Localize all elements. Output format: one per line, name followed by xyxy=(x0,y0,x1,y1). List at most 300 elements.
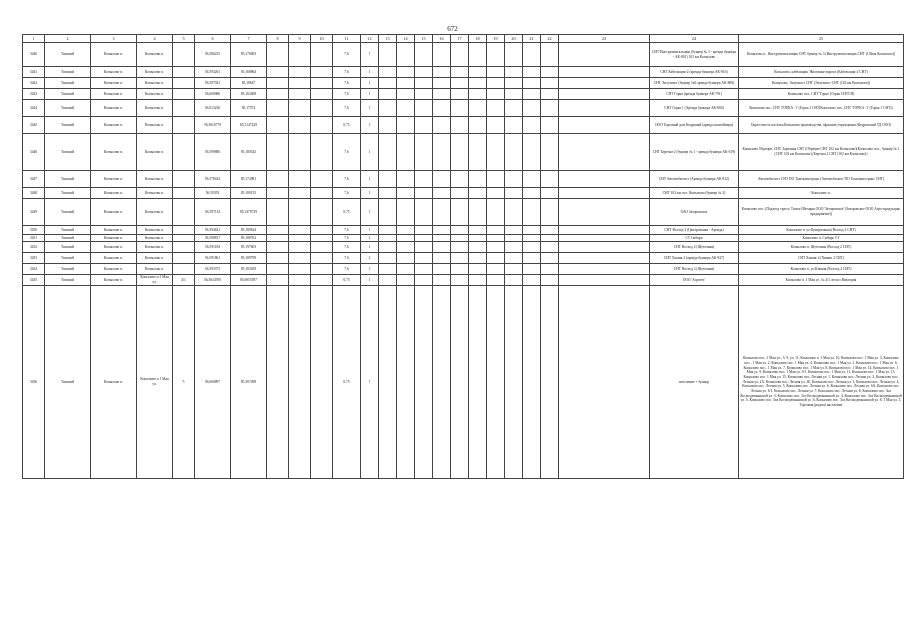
district-cell: Томский xyxy=(45,171,91,188)
empty-cell xyxy=(311,67,333,78)
locality-cell: Копылово п. xyxy=(137,134,173,171)
house-cell xyxy=(173,188,195,199)
longitude-cell: 85,180762 xyxy=(231,235,267,242)
empty-cell xyxy=(505,171,523,188)
district-cell: Томский xyxy=(45,43,91,67)
empty-cell xyxy=(415,78,433,89)
column-number-row xyxy=(23,35,904,43)
locality-cell: Копылово п. xyxy=(137,242,173,253)
table-row xyxy=(23,43,904,67)
empty-cell xyxy=(267,67,289,78)
empty-cell xyxy=(379,67,397,78)
table-row xyxy=(23,78,904,89)
empty-cell xyxy=(433,275,451,286)
empty-cell xyxy=(415,171,433,188)
empty-cell xyxy=(267,134,289,171)
locality-cell: Копылово п. xyxy=(137,89,173,100)
empty-cell xyxy=(469,226,487,235)
column-number-cell: 9 xyxy=(289,35,311,43)
empty-cell xyxy=(505,67,523,78)
empty-cell xyxy=(397,89,415,100)
column-number-cell: 23 xyxy=(559,35,650,43)
house-cell xyxy=(173,171,195,188)
empty-cell xyxy=(289,264,311,275)
latitude-cell: 56,598817 xyxy=(195,235,231,242)
locality-cell: Копылово п. xyxy=(137,78,173,89)
count-cell: 1 xyxy=(361,67,379,78)
empty-cell xyxy=(523,171,541,188)
district-cell: Томский xyxy=(45,188,91,199)
empty-cell xyxy=(311,286,333,479)
volume-cell: 7,6 xyxy=(333,89,361,100)
empty-cell xyxy=(415,264,433,275)
latitude-cell: 56,597134 xyxy=(195,199,231,226)
district-cell: Томский xyxy=(45,100,91,117)
empty-cell xyxy=(397,171,415,188)
table-row xyxy=(23,171,904,188)
empty-cell xyxy=(433,134,451,171)
empty-cell xyxy=(469,188,487,199)
longitude-cell: 85,163408 xyxy=(231,89,267,100)
latitude-cell: 56,591184 xyxy=(195,242,231,253)
empty-cell xyxy=(523,78,541,89)
house-cell: 5 xyxy=(173,286,195,479)
empty-cell xyxy=(469,117,487,134)
empty-cell xyxy=(487,235,505,242)
description-cell: Копылово п. Щеточная (Восход 2 СНТ) xyxy=(739,242,904,253)
volume-cell: 7,6 xyxy=(333,264,361,275)
empty-cell xyxy=(487,226,505,235)
source-cell: СНТ Автомобилист (Аренда бункера АК-812) xyxy=(650,171,739,188)
empty-cell xyxy=(433,264,451,275)
latitude-cell: 56,586235 xyxy=(195,43,231,67)
volume-cell: 7,6 xyxy=(333,242,361,253)
house-cell xyxy=(173,264,195,275)
empty-cell xyxy=(379,188,397,199)
column-number-cell: 12 xyxy=(361,35,379,43)
empty-cell xyxy=(505,100,523,117)
empty-cell xyxy=(415,226,433,235)
empty-cell xyxy=(267,242,289,253)
empty-cell xyxy=(487,117,505,134)
longitude-cell: 85,172881 xyxy=(231,171,267,188)
row-number-cell: 3454 xyxy=(23,264,45,275)
empty-cell xyxy=(289,134,311,171)
empty-cell xyxy=(559,226,650,235)
longitude-cell: 85,197603 xyxy=(231,242,267,253)
settlement-cell: Копылово п. xyxy=(91,264,137,275)
empty-cell xyxy=(451,235,469,242)
column-number-cell: 10 xyxy=(311,35,333,43)
empty-cell xyxy=(523,264,541,275)
empty-cell xyxy=(559,242,650,253)
description-cell: Копылово, Энтузиаст СНТ (Энтузиаст СНТ (102 км Копылово)) xyxy=(739,78,904,89)
column-number-cell: 3 xyxy=(91,35,137,43)
house-cell xyxy=(173,100,195,117)
empty-cell xyxy=(541,78,559,89)
empty-cell xyxy=(397,78,415,89)
longitude-cell: 85,307498 xyxy=(231,286,267,479)
description-cell: Копылово пос. (Подъезд трассу Томск-Шегарка ООО 'Заторовское' (Заторовское ООО Агро-продукция, предприятие)) xyxy=(739,199,904,226)
count-cell: 1 xyxy=(361,226,379,235)
empty-cell xyxy=(289,253,311,264)
empty-cell xyxy=(289,199,311,226)
count-cell: 2 xyxy=(361,235,379,242)
district-cell: Томский xyxy=(45,67,91,78)
house-cell xyxy=(173,67,195,78)
empty-cell xyxy=(559,78,650,89)
longitude-cell: 85,1470729 xyxy=(231,199,267,226)
source-cell: ООО 'Агротех' xyxy=(650,275,739,286)
empty-cell xyxy=(523,253,541,264)
latitude-cell: 56,594621 xyxy=(195,226,231,235)
empty-cell xyxy=(415,235,433,242)
volume-cell: 0,75 xyxy=(333,199,361,226)
empty-cell xyxy=(487,43,505,67)
row-number-cell: 3446 xyxy=(23,134,45,171)
locality-cell: Копылово п. xyxy=(137,117,173,134)
empty-cell xyxy=(311,117,333,134)
empty-cell xyxy=(415,117,433,134)
table-row xyxy=(23,235,904,242)
source-cell: СНТ Инструментальщик (бункер № 3 - аренда бункера - АК-801) 102 км Копылово xyxy=(650,43,739,67)
description-cell: Копылово пос.,СНТ 'ГОРКА -1' (Горка 1 СНТ(Копылово пос.,СНТ 'ГОРКА -1' (Горка 1 СНТ)) xyxy=(739,100,904,117)
empty-cell xyxy=(311,78,333,89)
empty-cell xyxy=(523,199,541,226)
description-cell: Копылово Обрецие, СНТ. Заречная СНТ (Обрецие СНТ 102 км Копылово)(Копылово пос., бункер № 1 (СНТ 102 км Копылово) (Березка 2 СНТ (102 км Копылово)) xyxy=(739,134,904,171)
empty-cell xyxy=(267,199,289,226)
volume-cell: 7,6 xyxy=(333,188,361,199)
empty-cell xyxy=(559,264,650,275)
empty-cell xyxy=(541,171,559,188)
empty-cell xyxy=(433,253,451,264)
district-cell: Томский xyxy=(45,199,91,226)
empty-cell xyxy=(469,253,487,264)
empty-cell xyxy=(415,253,433,264)
empty-cell xyxy=(311,275,333,286)
empty-cell xyxy=(469,235,487,242)
empty-cell xyxy=(311,188,333,199)
volume-cell: 0,75 xyxy=(333,286,361,479)
house-cell xyxy=(173,253,195,264)
count-cell: 1 xyxy=(361,286,379,479)
settlement-cell: Копылово п. xyxy=(91,253,137,264)
empty-cell xyxy=(289,275,311,286)
empty-cell xyxy=(379,134,397,171)
volume-cell: 7,6 xyxy=(333,78,361,89)
longitude-cell: 85,189624 xyxy=(231,226,267,235)
source-cell: ООО Торговый дом Кедровый (аренда контейнера) xyxy=(650,117,739,134)
empty-cell xyxy=(311,134,333,171)
row-number-cell: 3452 xyxy=(23,242,45,253)
empty-cell xyxy=(505,275,523,286)
longitude-cell: 85,17574 xyxy=(231,100,267,117)
table-row xyxy=(23,253,904,264)
empty-cell xyxy=(559,134,650,171)
empty-cell xyxy=(469,171,487,188)
locality-cell: Копылово п. xyxy=(137,199,173,226)
volume-cell: 0,75 xyxy=(333,275,361,286)
empty-cell xyxy=(451,242,469,253)
empty-cell xyxy=(267,89,289,100)
empty-cell xyxy=(451,188,469,199)
empty-cell xyxy=(541,117,559,134)
empty-cell xyxy=(559,253,650,264)
empty-cell xyxy=(505,226,523,235)
empty-cell xyxy=(433,67,451,78)
latitude-cell: 56,5616779 xyxy=(195,117,231,134)
source-cell: СТ Сибирь xyxy=(650,235,739,242)
count-cell: 1 xyxy=(361,242,379,253)
empty-cell xyxy=(487,199,505,226)
row-number-cell: 3445 xyxy=(23,117,45,134)
empty-cell xyxy=(397,286,415,479)
page-number: 672 xyxy=(447,25,458,33)
longitude-cell: 85,18647 xyxy=(231,78,267,89)
house-cell xyxy=(173,235,195,242)
empty-cell xyxy=(559,235,650,242)
empty-cell xyxy=(505,264,523,275)
empty-cell xyxy=(289,43,311,67)
empty-cell xyxy=(523,275,541,286)
description-cell: Копылово, кабельщик 'Железные ворота (Кабельщик-2 СНТ) xyxy=(739,67,904,78)
volume-cell: 7,6 xyxy=(333,134,361,171)
empty-cell xyxy=(487,67,505,78)
count-cell: 1 xyxy=(361,171,379,188)
empty-cell xyxy=(541,264,559,275)
table-row xyxy=(23,275,904,286)
empty-cell xyxy=(311,226,333,235)
latitude-cell: 56,5634700 xyxy=(195,275,231,286)
column-number-cell: 5 xyxy=(173,35,195,43)
empty-cell xyxy=(487,89,505,100)
empty-cell xyxy=(541,89,559,100)
empty-cell xyxy=(523,286,541,479)
empty-cell xyxy=(379,43,397,67)
empty-cell xyxy=(379,264,397,275)
empty-cell xyxy=(559,100,650,117)
empty-cell xyxy=(311,100,333,117)
longitude-cell: 85,109135 xyxy=(231,188,267,199)
empty-cell xyxy=(311,89,333,100)
empty-cell xyxy=(451,78,469,89)
empty-cell xyxy=(379,286,397,479)
count-cell: 1 xyxy=(361,117,379,134)
district-cell: Томский xyxy=(45,235,91,242)
empty-cell xyxy=(469,89,487,100)
source-cell: СНТ Химик 2 (аренда бункера АК-827) xyxy=(650,253,739,264)
source-cell: СНТ 102 км пос. Копылово (бункер № 3) xyxy=(650,188,739,199)
empty-cell xyxy=(433,199,451,226)
row-number-cell: 3455 xyxy=(23,275,45,286)
empty-cell xyxy=(379,235,397,242)
column-number-cell: 19 xyxy=(487,35,505,43)
count-cell: 1 xyxy=(361,89,379,100)
description-cell: Копылово п. xyxy=(739,188,904,199)
house-cell xyxy=(173,199,195,226)
empty-cell xyxy=(311,253,333,264)
latitude-cell: 56,593261 xyxy=(195,67,231,78)
empty-cell xyxy=(541,235,559,242)
empty-cell xyxy=(451,171,469,188)
empty-cell xyxy=(541,275,559,286)
empty-cell xyxy=(267,78,289,89)
empty-cell xyxy=(397,264,415,275)
empty-cell xyxy=(505,134,523,171)
empty-cell xyxy=(289,100,311,117)
empty-cell xyxy=(541,286,559,479)
empty-cell xyxy=(487,242,505,253)
longitude-cell: 85,180343 xyxy=(231,134,267,171)
description-cell: Копылово п. ул.Южная (Восход 2 СНТ) xyxy=(739,264,904,275)
row-number-cell: 3448 xyxy=(23,188,45,199)
empty-cell xyxy=(469,134,487,171)
table-row xyxy=(23,286,904,479)
empty-cell xyxy=(311,171,333,188)
row-number-cell: 3440 xyxy=(23,43,45,67)
row-number-cell: 3451 xyxy=(23,235,45,242)
settlement-cell: Копылово п. xyxy=(91,275,137,286)
house-cell xyxy=(173,117,195,134)
empty-cell xyxy=(505,78,523,89)
empty-cell xyxy=(505,235,523,242)
empty-cell xyxy=(505,117,523,134)
house-cell xyxy=(173,43,195,67)
district-cell: Томский xyxy=(45,264,91,275)
district-cell: Томский xyxy=(45,78,91,89)
volume-cell: 0,75 xyxy=(333,117,361,134)
empty-cell xyxy=(451,134,469,171)
settlement-cell: Копылово п. xyxy=(91,78,137,89)
column-number-cell: 13 xyxy=(379,35,397,43)
column-number-cell: 24 xyxy=(650,35,739,43)
locality-cell: Копылово п. xyxy=(137,171,173,188)
empty-cell xyxy=(289,89,311,100)
description-cell: Окрестность посёлка Копылово производства, офисные учреждения (Кедровский ТД ООО) xyxy=(739,117,904,134)
volume-cell: 7,6 xyxy=(333,253,361,264)
count-cell: 1 xyxy=(361,188,379,199)
settlement-cell: Копылово п. xyxy=(91,242,137,253)
column-number-cell: 11 xyxy=(333,35,361,43)
column-number-cell: 17 xyxy=(451,35,469,43)
district-cell: Томский xyxy=(45,134,91,171)
column-number-cell: 15 xyxy=(415,35,433,43)
empty-cell xyxy=(433,43,451,67)
source-cell: СНТ Кабельщик-2 (аренда бункера АК-816) xyxy=(650,67,739,78)
count-cell: 1 xyxy=(361,43,379,67)
description-cell: СНТ Химик-2 (Химик 2 СНТ) xyxy=(739,253,904,264)
empty-cell xyxy=(451,89,469,100)
description-cell: Копылово п. Сибирь СТ xyxy=(739,235,904,242)
empty-cell xyxy=(267,226,289,235)
empty-cell xyxy=(559,171,650,188)
latitude-cell: 56,598886 xyxy=(195,134,231,171)
empty-cell xyxy=(559,286,650,479)
count-cell: 1 xyxy=(361,275,379,286)
volume-cell: 7,6 xyxy=(333,67,361,78)
settlement-cell: Копылово п. xyxy=(91,235,137,242)
district-cell: Томский xyxy=(45,226,91,235)
empty-cell xyxy=(559,275,650,286)
latitude-cell: 56,578434 xyxy=(195,171,231,188)
empty-cell xyxy=(541,67,559,78)
empty-cell xyxy=(451,43,469,67)
description-cell: Копылово пос. 1 Мая ул., 5, 9, ул. 11, Копылово п. 1 Мая ул. 10, Копылово пос. 1 Мая ул. 3, Копылово пос., 1 Мая ул. 2, Копылово пос. 1 Мая ул. 4, Копылово пос. 1 Мая ул. 1, Копылово пос. 1 Мая ул. 6, Копылово пос., 1 Мая ул. 7, Копылово пос. 1 Мая ул. 8, Копылово пос. 1 Мая ул. 14, Копылово пос. 1 Мая ул. 9, Копылово пос. 1 Мая ул. 9/1, Копылово пос. 1 Мая ул. 11, Копылово пос. 1 Мая ул. 13, Копылово пос. 1 Мая ул. 15, Копылово пос. Лесная ул. 1, Копылово пос. Лесная ул. 2, Копылово пос. Лесная ул. 2А, Копылово пос. Лесная ул. 2Б, Копылово пос. Лесная ул. 3, Копылово пос. Лесная ул. 4, Копылово пос. Лесная ул. 5, Копылово пос. Лесная ул. 6, Копылово пос. Лесная ул. 6А, Копылово пос. Лесная ул. 6/1, Копылово пос. Лесная ул. 7, Копылово пос. Лесная ул. 8, Копылово пос. Зол Космодемьянской ул. 3, Копылово пос. Зол Космодемьянской ул. 4, Копылово пос. Зол Космодемьянской ул. 5, Копылово пос. Зол Космодемьянской ул. 6, Копылово пос. Зол Космодемьянской ул. 8, 1 Мая ул. 5, Торговая (рядом) население xyxy=(739,286,904,479)
empty-cell xyxy=(289,171,311,188)
empty-cell xyxy=(311,43,333,67)
empty-cell xyxy=(267,235,289,242)
empty-cell xyxy=(523,43,541,67)
empty-cell xyxy=(267,171,289,188)
data-table xyxy=(22,34,904,479)
settlement-cell: Копылово п. xyxy=(91,188,137,199)
empty-cell xyxy=(267,275,289,286)
empty-cell xyxy=(487,100,505,117)
empty-cell xyxy=(379,78,397,89)
column-number-cell: 4 xyxy=(137,35,173,43)
empty-cell xyxy=(469,78,487,89)
house-cell xyxy=(173,89,195,100)
source-cell: СНТ Горка 1 (Аренда бункера АК-804) xyxy=(650,100,739,117)
empty-cell xyxy=(469,275,487,286)
empty-cell xyxy=(267,264,289,275)
locality-cell: Копылово п.1 Мая ул. xyxy=(137,286,173,479)
empty-cell xyxy=(451,117,469,134)
district-cell: Томский xyxy=(45,253,91,264)
empty-cell xyxy=(541,100,559,117)
empty-cell xyxy=(267,100,289,117)
row-number-cell: 3443 xyxy=(23,89,45,100)
district-cell: Томский xyxy=(45,89,91,100)
locality-cell: Копылово п. xyxy=(137,253,173,264)
row-number-cell: 3449 xyxy=(23,199,45,226)
empty-cell xyxy=(487,253,505,264)
empty-cell xyxy=(505,242,523,253)
locality-cell: Копылово п. xyxy=(137,188,173,199)
column-number-cell: 7 xyxy=(231,35,267,43)
empty-cell xyxy=(397,134,415,171)
empty-cell xyxy=(397,67,415,78)
latitude-cell: 56,606897 xyxy=(195,286,231,479)
empty-cell xyxy=(451,226,469,235)
volume-cell: 7,6 xyxy=(333,100,361,117)
empty-cell xyxy=(311,264,333,275)
locality-cell: Копылово п. xyxy=(137,43,173,67)
empty-cell xyxy=(311,242,333,253)
empty-cell xyxy=(311,199,333,226)
empty-cell xyxy=(433,188,451,199)
empty-cell xyxy=(433,235,451,242)
settlement-cell: Копылово п. xyxy=(91,67,137,78)
source-cell: СНТ Восход 2 (Центральная - Аренда) xyxy=(650,226,739,235)
empty-cell xyxy=(289,188,311,199)
longitude-cell: 85,170693 xyxy=(231,43,267,67)
empty-cell xyxy=(415,89,433,100)
empty-cell xyxy=(487,188,505,199)
house-cell xyxy=(173,134,195,171)
empty-cell xyxy=(523,188,541,199)
source-cell: население + бункер xyxy=(650,286,739,479)
empty-cell xyxy=(433,100,451,117)
empty-cell xyxy=(523,117,541,134)
district-cell: Томский xyxy=(45,117,91,134)
empty-cell xyxy=(433,242,451,253)
row-number-cell: 3447 xyxy=(23,171,45,188)
latitude-cell: 56,59353 xyxy=(195,188,231,199)
table-row xyxy=(23,242,904,253)
empty-cell xyxy=(267,117,289,134)
district-cell: Томский xyxy=(45,275,91,286)
